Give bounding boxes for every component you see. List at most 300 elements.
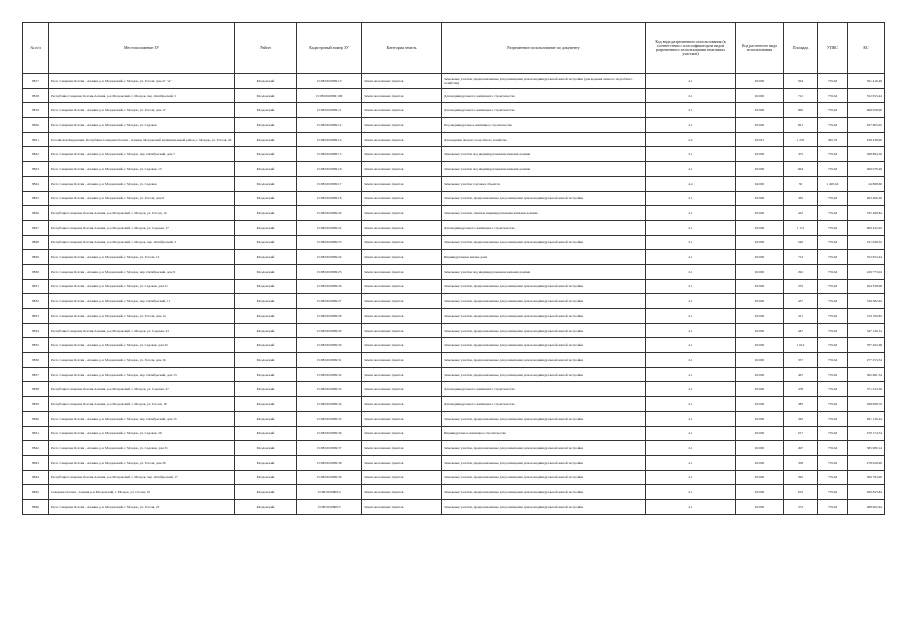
row-upks: 776,62 [818, 118, 848, 133]
row-ks: 294 338,98 [848, 279, 885, 294]
col-header-district: Район [235, 23, 297, 74]
table-row [23, 162, 885, 177]
row-upks: 776,62 [818, 220, 848, 235]
row-num: 8842 [23, 441, 49, 456]
row-ks: 306 764,90 [848, 470, 885, 485]
row-num: 8831 [23, 279, 49, 294]
row-ks: 288 902,64 [848, 499, 885, 514]
row-upks: 776,62 [818, 206, 848, 221]
row-area: 617 [784, 426, 818, 441]
row-upks: 776,62 [818, 309, 848, 324]
row-cadastral: 15:08:0010809:29 [297, 323, 362, 338]
row-ks: 278 029,96 [848, 455, 885, 470]
row-cadastral: 15:08:0010809:26 [297, 279, 362, 294]
col-header-zone-code: Код расчетного вида использования [736, 23, 784, 74]
row-cadastral: 15:08:0010809:39 [297, 470, 362, 485]
row-area: 478 [784, 382, 818, 397]
row-ks: 362 681,54 [848, 367, 885, 382]
row-upks: 776,62 [818, 264, 848, 279]
row-permitted-use: Земельные участки, предназначенные для размещения домов индивидуальной жилой застройки [442, 309, 646, 324]
row-permitted-use: Земельные участки, предназначенные для размещения домов индивидуальной жилой застройки [442, 485, 646, 500]
row-category: Земли населенных пунктов [362, 397, 442, 412]
row-upks: 500,76 [818, 132, 848, 147]
row-district: Моздокский [235, 220, 297, 235]
table-row [23, 250, 885, 265]
row-category: Земли населенных пунктов [362, 162, 442, 177]
row-upks: 776,62 [818, 426, 848, 441]
row-zone-code: 02:000 [736, 279, 784, 294]
row-upks: 776,62 [818, 191, 848, 206]
row-district: Моздокский [235, 441, 297, 456]
row-district: Моздокский [235, 191, 297, 206]
row-vri-code: 2.1 [646, 367, 736, 382]
row-area: 30 [784, 176, 818, 191]
table-row [23, 191, 885, 206]
row-category: Земли населенных пунктов [362, 206, 442, 221]
row-area: 604 [784, 162, 818, 177]
row-area: 379 [784, 279, 818, 294]
row-vri-code: 2.1 [646, 294, 736, 309]
row-category: Земли населенных пунктов [362, 455, 442, 470]
row-zone-code: 02:000 [736, 206, 784, 221]
row-category: Земли населенных пунктов [362, 279, 442, 294]
row-zone-code: 02:000 [736, 338, 784, 353]
row-zone-code: 02:000 [736, 118, 784, 133]
row-district: Моздокский [235, 411, 297, 426]
row-cadastral: 15:08:0010809:31 [297, 353, 362, 368]
row-num: 8846 [23, 499, 49, 514]
row-permitted-use: Земельные участки, предназначенные для размещения домов индивидуальной жилой застройки [442, 279, 646, 294]
row-category: Земли населенных пунктов [362, 323, 442, 338]
row-district: Моздокский [235, 264, 297, 279]
row-cadastral: 15:08:0010809:27 [297, 294, 362, 309]
row-upks: 776,62 [818, 455, 848, 470]
row-district: Моздокский [235, 323, 297, 338]
row-category: Земли населенных пунктов [362, 176, 442, 191]
row-upks: 776,62 [818, 411, 848, 426]
row-category: Земли населенных пунктов [362, 250, 442, 265]
row-category: Земли населенных пунктов [362, 264, 442, 279]
row-zone-code: 02:000 [736, 294, 784, 309]
row-upks: 776,62 [818, 367, 848, 382]
row-permitted-use: Земельные участки, предназначенные для размещения домов индивидуальной жилой застройки [442, 235, 646, 250]
row-area: 246 [784, 235, 818, 250]
row-permitted-use: Земельные участки под индивидуальными жилыми домами [442, 162, 646, 177]
row-location: Респ. Северная Осетия - Алания, р-н Моздокский, г. Моздок, ул. Садовая, дом 21 [49, 279, 235, 294]
row-category: Земли населенных пунктов [362, 118, 442, 133]
row-ks: 191 048,52 [848, 235, 885, 250]
table-row [23, 382, 885, 397]
table-row [23, 411, 885, 426]
row-vri-code: 2.1 [646, 103, 736, 118]
row-ks: 469 078,48 [848, 162, 885, 177]
row-upks: 776,62 [818, 250, 848, 265]
row-zone-code: 02:000 [736, 353, 784, 368]
row-upks: 776,62 [818, 74, 848, 89]
row-permitted-use: Земельные участки под индивидуальными жилыми домами [442, 264, 646, 279]
row-district: Моздокский [235, 367, 297, 382]
row-zone-code: 02:000 [736, 147, 784, 162]
row-upks: 776,62 [818, 103, 848, 118]
row-upks: 776,62 [818, 382, 848, 397]
row-location: Республика Северная Осетия-Алания, р-н Моздокский, г. Моздок, ул. Гоголя, 10 [49, 206, 235, 221]
row-district: Моздокский [235, 162, 297, 177]
row-permitted-use: Земельные участки, предназначенные для размещения домов индивидуальной жилой застройки [442, 338, 646, 353]
row-vri-code: 2.1 [646, 338, 736, 353]
row-category: Земли населенных пунктов [362, 147, 442, 162]
row-permitted-use: Земельные участки, предназначенные для размещения домов индивидуальной жилой застройки [442, 353, 646, 368]
col-header-vri-code: Код вида разрешенного использования (в соответствии с классификатором видов разрешенного использования земельных участков) [646, 23, 736, 74]
row-district: Моздокский [235, 499, 297, 514]
row-area: 292 [784, 264, 818, 279]
row-ks: 44 868,60 [848, 176, 885, 191]
row-zone-code: 02:000 [736, 191, 784, 206]
row-num: 8838 [23, 382, 49, 397]
row-zone-code: 02:000 [736, 74, 784, 89]
row-category: Земли населенных пунктов [362, 485, 442, 500]
row-num: 8844 [23, 470, 49, 485]
row-vri-code: 2.1 [646, 74, 736, 89]
row-location: Респ. Северная Осетия - Алания, р-н Моздокский, г. Моздок, ул. Садовая, дом 25 [49, 338, 235, 353]
row-zone-code: 02:000 [736, 441, 784, 456]
row-cadastral: 15:08:0010809:22 [297, 220, 362, 235]
row-upks: 776,62 [818, 323, 848, 338]
row-zone-code: 02:000 [736, 426, 784, 441]
row-district: Моздокский [235, 353, 297, 368]
row-permitted-use: Для индивидуального жилищного строительства [442, 397, 646, 412]
row-district: Моздокский [235, 235, 297, 250]
row-area: 712 [784, 88, 818, 103]
row-category: Земли населенных пунктов [362, 499, 442, 514]
row-district: Моздокский [235, 455, 297, 470]
row-category: Земли населенных пунктов [362, 220, 442, 235]
row-num: 8830 [23, 264, 49, 279]
row-cadastral: 15:08:0010809:16 [297, 162, 362, 177]
row-location: Республика Северная Осетия-Алания, р-н Моздокский, г. Моздок, ул. Садовая, 17 [49, 220, 235, 235]
table-row [23, 279, 885, 294]
row-vri-code: 2.1 [646, 206, 736, 221]
row-permitted-use: Для индивидуального жилищного строительства [442, 220, 646, 235]
row-cadastral: 15:08:0010809:28 [297, 309, 362, 324]
row-zone-code: 04:000 [736, 176, 784, 191]
row-location: Респ. Северная Осетия - Алания, р-н Моздокский, г. Моздок, ул. Гоголя, дом 8 [49, 191, 235, 206]
col-header-permitted-use: Разрешенное использование по документу [442, 23, 646, 74]
row-location: Респ. Северная Осетия - Алания, р-н Моздокский, г. Моздок, ул. Садовая [49, 118, 235, 133]
row-upks: 776,62 [818, 441, 848, 456]
row-ks: 552 953,44 [848, 88, 885, 103]
row-zone-code: 02:000 [736, 103, 784, 118]
row-ks: 319 190,82 [848, 309, 885, 324]
row-location: Северная Осетия - Алания р-н Моздокский, г. Моздок, ул. Гоголя, 19 [49, 485, 235, 500]
row-zone-code: 02:000 [736, 485, 784, 500]
row-ks: 368 894,50 [848, 147, 885, 162]
row-num: 8828 [23, 235, 49, 250]
row-permitted-use: Земельные участки, предназначенные для размещения домов индивидуальной жилой застройки [442, 323, 646, 338]
col-header-location: Местоположение ЗУ [49, 23, 235, 74]
row-vri-code: 2.1 [646, 485, 736, 500]
row-vri-code: 2.1 [646, 411, 736, 426]
table-row [23, 470, 885, 485]
row-ks: 335 499,84 [848, 206, 885, 221]
row-vri-code: 2.1 [646, 470, 736, 485]
row-permitted-use: Земельные участки, предназначенные для размещения домов индивидуальной жилой застройки (для ведения личного подсобного хозяйства) [442, 74, 646, 89]
row-ks: 226 773,04 [848, 264, 885, 279]
row-area: 632 [784, 485, 818, 500]
row-category: Земли населенных пунктов [362, 441, 442, 456]
row-district: Моздокский [235, 338, 297, 353]
row-permitted-use: Земельные участки под индивидуальными жилыми домами [442, 147, 646, 162]
row-location: Респ. Северная Осетия - Алания, р-н Моздокский, г. Моздок, ул. Садовая, 15 [49, 162, 235, 177]
table-row [23, 176, 885, 191]
row-district: Моздокский [235, 250, 297, 265]
row-cadastral: 15:08:0010809:25 [297, 264, 362, 279]
table-row [23, 235, 885, 250]
row-zone-code: 02:000 [736, 264, 784, 279]
row-area: 385 [784, 397, 818, 412]
row-cadastral: 15:08:0010809:5 [297, 499, 362, 514]
row-vri-code: 4.4 [646, 176, 736, 191]
row-district: Моздокский [235, 88, 297, 103]
row-cadastral: 15:08:0010809:11 [297, 103, 362, 118]
row-upks: 776,62 [818, 147, 848, 162]
row-ks: 479 174,54 [848, 426, 885, 441]
table-row [23, 147, 885, 162]
row-category: Земли населенных пунктов [362, 309, 442, 324]
row-district: Моздокский [235, 118, 297, 133]
row-location: Респ. Северная Осетия - Алания, р-н Моздокский, г. Моздок, ул. Гоголя, дом 16 [49, 353, 235, 368]
row-category: Земли населенных пунктов [362, 88, 442, 103]
col-header-area: Площадь [784, 23, 818, 74]
row-location: Респ. Северная Осетия - Алания, р-н Моздокский, г. Моздок, пер. Октябрьский, дом 7 [49, 147, 235, 162]
row-location: Респ. Северная Осетия - Алания, р-н Моздокский, г. Моздок, пер. Октябрьский, 11 [49, 294, 235, 309]
row-ks: 283 466,30 [848, 191, 885, 206]
row-cadastral: 15:08:0010809:12 [297, 118, 362, 133]
row-category: Земли населенных пунктов [362, 470, 442, 485]
row-permitted-use: Для индивидуального жилищного строительства [442, 88, 646, 103]
table-row [23, 132, 885, 147]
row-vri-code: 2.1 [646, 118, 736, 133]
document-page [22, 22, 884, 515]
row-cadastral: 15:08:0010809:38 [297, 455, 362, 470]
row-category: Земли населенных пунктов [362, 338, 442, 353]
row-num: 8824 [23, 176, 49, 191]
row-district: Моздокский [235, 74, 297, 89]
row-upks: 776,62 [818, 279, 848, 294]
row-num: 8835 [23, 338, 49, 353]
table-row [23, 264, 885, 279]
row-permitted-use: Земельные участки торговых объектов [442, 176, 646, 191]
col-header-ks: КС [848, 23, 885, 74]
row-vri-code: 2.1 [646, 264, 736, 279]
table-row [23, 103, 885, 118]
row-zone-code: 02:000 [736, 88, 784, 103]
table-row [23, 220, 885, 235]
row-category: Земли населенных пунктов [362, 235, 442, 250]
row-upks: 776,62 [818, 470, 848, 485]
row-category: Земли населенных пунктов [362, 426, 442, 441]
row-cadastral: 15:08:0010809:10 [297, 74, 362, 89]
row-location: Респ. Северная Осетия - Алания, р-н Моздокский, г. Моздок, ул. Гоголя, 23 [49, 499, 235, 514]
row-area: 497 [784, 441, 818, 456]
row-permitted-use: Земельные участки, предназначенные для размещения домов индивидуальной жилой застройки [442, 191, 646, 206]
row-permitted-use: Земельные участки, занятые индивидуальными жилыми домами [442, 206, 646, 221]
row-ks: 552 953,44 [848, 250, 885, 265]
table-row [23, 74, 885, 89]
row-cadastral: 15:08:0010809:18 [297, 191, 362, 206]
row-permitted-use: Для индивидуального жилищного строительства [442, 382, 646, 397]
row-upks: 776,62 [818, 338, 848, 353]
row-district: Моздокский [235, 426, 297, 441]
table-row [23, 323, 885, 338]
row-vri-code: 2.1 [646, 279, 736, 294]
row-cadastral: 15:08:0010809:23 [297, 235, 362, 250]
row-district: Моздокский [235, 147, 297, 162]
row-location: Респ. Северная Осетия - Алания, р-н Моздокский, г. Моздок, ул. Садовая [49, 176, 235, 191]
row-location: Респ. Северная Осетия - Алания, р-н Моздокский, г. Моздок, пер. Октябрьский, дом 9 [49, 264, 235, 279]
row-area: 372 [784, 499, 818, 514]
row-ks: 909 422,02 [848, 220, 885, 235]
row-num: 8832 [23, 294, 49, 309]
row-cadastral: 15:08:0010809:15 [297, 147, 362, 162]
table-row [23, 88, 885, 103]
row-district: Моздокский [235, 206, 297, 221]
row-location: Республика Северная Осетия-Алания, р-н Моздокский, г. Моздок, пер. Октябрьский, 5 [49, 88, 235, 103]
row-num: 8843 [23, 455, 49, 470]
row-location: Респ. Северная Осетия - Алания, р-н Моздокский, г. Моздок, пер. Октябрьский, дом 13 [49, 367, 235, 382]
row-vri-code: 2.1 [646, 426, 736, 441]
row-area: 821 [784, 118, 818, 133]
table-row [23, 499, 885, 514]
row-area: 1 235 [784, 132, 818, 147]
row-num: 8840 [23, 411, 49, 426]
row-district: Моздокский [235, 294, 297, 309]
row-num: 8821 [23, 132, 49, 147]
row-district: Моздокский [235, 397, 297, 412]
row-vri-code: 2.1 [646, 353, 736, 368]
row-vri-code: 2.1 [646, 323, 736, 338]
row-ks: 371 224,36 [848, 382, 885, 397]
row-upks: 776,62 [818, 485, 848, 500]
row-cadastral: 15:08:0010809:36 [297, 426, 362, 441]
row-num: 8829 [23, 250, 49, 265]
row-location: Респ. Северная Осетия - Алания, р-н Моздокский, г. Моздок, ул. Садовая, дом 31 [49, 441, 235, 456]
row-upks: 776,62 [818, 235, 848, 250]
row-permitted-use: Земельные участки, предназначенные для размещения домов индивидуальной жилой застройки [442, 470, 646, 485]
col-header-cadastral: Кадастровый номер ЗУ [297, 23, 362, 74]
row-location: Республика Северная Осетия-Алания, р-н Моздокский, г. Моздок, ул. Гоголя, 18 [49, 397, 235, 412]
row-num: 8833 [23, 309, 49, 324]
row-num: 8819 [23, 103, 49, 118]
row-cadastral: 15:08:0010809:109 [297, 88, 362, 103]
row-area: 475 [784, 147, 818, 162]
row-permitted-use: Под индивидуальное жилищное строительство [442, 118, 646, 133]
row-permitted-use: Индивидуальные жилые дома [442, 250, 646, 265]
table-row [23, 309, 885, 324]
row-zone-code: 02:000 [736, 455, 784, 470]
row-vri-code: 2.1 [646, 455, 736, 470]
row-upks: 776,62 [818, 88, 848, 103]
row-district: Моздокский [235, 176, 297, 191]
row-district: Моздокский [235, 382, 297, 397]
row-cadastral: 15:08:0010809:30 [297, 338, 362, 353]
row-area: 411 [784, 309, 818, 324]
table-row [23, 485, 885, 500]
row-permitted-use: Земельные участки, предназначенные для размещения домов индивидуальной жилой застройки [442, 455, 646, 470]
row-num: 8823 [23, 162, 49, 177]
row-cadastral: 15:08:0010809:4 [297, 485, 362, 500]
table-row [23, 338, 885, 353]
row-permitted-use: Земельные участки, предназначенные для размещения домов индивидуальной жилой застройки [442, 441, 646, 456]
row-num: 8827 [23, 220, 49, 235]
row-zone-code: 02:000 [736, 367, 784, 382]
row-cadastral: 15:08:0010809:20 [297, 206, 362, 221]
row-num: 8837 [23, 367, 49, 382]
row-vri-code: 2.1 [646, 250, 736, 265]
row-upks: 776,62 [818, 353, 848, 368]
row-ks: 698 958,00 [848, 103, 885, 118]
row-zone-code: 02:000 [736, 162, 784, 177]
row-zone-code: 02:021 [736, 132, 784, 147]
table-row [23, 118, 885, 133]
row-location: Республика Северная Осетия-Алания, р-н Моздокский, г. Моздок, пер. Октябрьский, 3 [49, 235, 235, 250]
table-row [23, 441, 885, 456]
row-cadastral: 15:08:0010809:37 [297, 441, 362, 456]
row-num: 8825 [23, 191, 49, 206]
table-row [23, 426, 885, 441]
row-zone-code: 02:000 [736, 235, 784, 250]
table-row [23, 367, 885, 382]
row-ks: 298 998,70 [848, 397, 885, 412]
row-area: 357 [784, 353, 818, 368]
table-row [23, 353, 885, 368]
row-location: Респ. Северная Осетия - Алания, р-н Моздокский, г. Моздок, ул. Гоголя, дом 17 [49, 103, 235, 118]
row-upks: 776,62 [818, 397, 848, 412]
row-vri-code: 2.2 [646, 132, 736, 147]
row-vri-code: 2.1 [646, 88, 736, 103]
row-ks: 787 492,68 [848, 338, 885, 353]
row-ks: 347 149,14 [848, 323, 885, 338]
row-category: Земли населенных пунктов [362, 382, 442, 397]
row-location: Респ. Северная Осетия - Алания, р-н Моздокский, г. Моздок, ул. Садовая, 29 [49, 426, 235, 441]
land-plots-table [22, 22, 885, 515]
row-district: Моздокский [235, 279, 297, 294]
row-location: Респ. Северная Осетия - Алания, р-н Моздокский, г. Моздок, ул. Гоголя, дом 14 [49, 309, 235, 324]
row-zone-code: 02:000 [736, 382, 784, 397]
col-header-num: № п/п [23, 23, 49, 74]
row-area: 395 [784, 470, 818, 485]
row-vri-code: 2.1 [646, 309, 736, 324]
table-row [23, 455, 885, 470]
row-permitted-use: Для ведения личного подсобного хозяйства [442, 132, 646, 147]
row-num: 8834 [23, 323, 49, 338]
row-location: Респ. Северная Осетия - Алания, р-н Моздокский, г. Моздок, пер. Октябрьский, дом 15 [49, 411, 235, 426]
table-row [23, 294, 885, 309]
row-vri-code: 2.1 [646, 220, 736, 235]
table-header-row [23, 23, 885, 74]
row-upks: 776,62 [818, 294, 848, 309]
row-permitted-use: Земельные участки, предназначенные для размещения домов индивидуальной жилой застройки [442, 294, 646, 309]
row-num: 8836 [23, 353, 49, 368]
row-category: Земли населенных пунктов [362, 191, 442, 206]
row-area: 1 014 [784, 338, 818, 353]
row-ks: 385 980,14 [848, 441, 885, 456]
row-category: Земли населенных пунктов [362, 74, 442, 89]
row-category: Земли населенных пунктов [362, 353, 442, 368]
row-permitted-use: Земельные участки, предназначенные для размещения домов индивидуальной жилой застройки [442, 499, 646, 514]
row-area: 712 [784, 250, 818, 265]
row-district: Моздокский [235, 132, 297, 147]
row-area: 504 [784, 74, 818, 89]
